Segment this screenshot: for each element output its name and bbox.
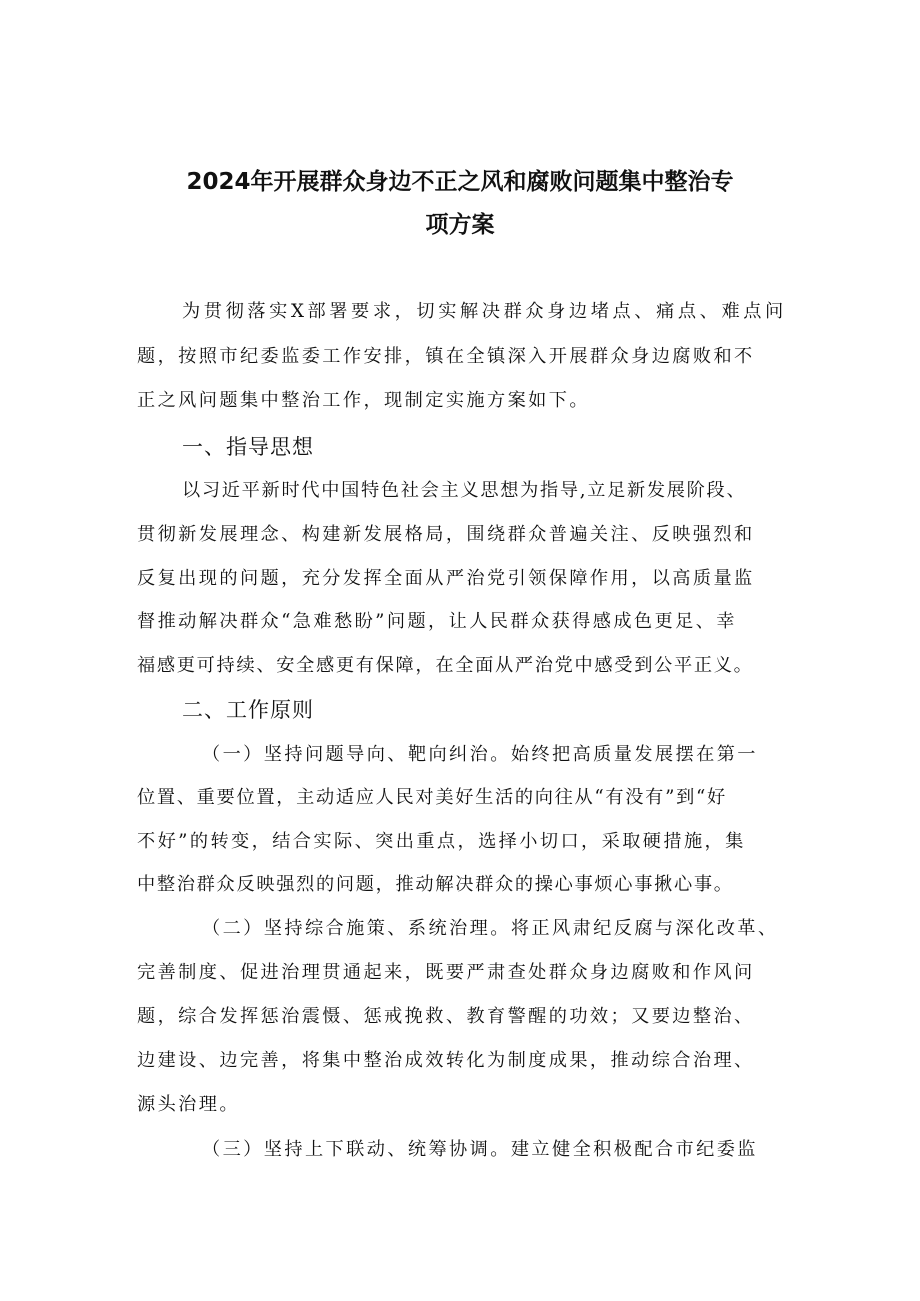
principle-line: 源头治理。 bbox=[137, 1094, 240, 1115]
section1-line: 福感更可持续、安全感更有保障，在全面从严治党中感受到公平正义。 bbox=[137, 655, 754, 676]
principle-line: 完善制度、促进治理贯通起来，既要严肃查处群众身边腐败和作风问 bbox=[137, 962, 755, 983]
section1-line: 以习近平新时代中国特色社会主义思想为指导,立足新发展阶段、 bbox=[182, 480, 747, 501]
principle-line: 边建设、边完善，将集中整治成效转化为制度成果，推动综合治理、 bbox=[137, 1050, 755, 1071]
intro-line: 题，按照市纪委监委工作安排，镇在全镇深入开展群众身边腐败和不 bbox=[137, 346, 755, 367]
principle-line: （二）坚持综合施策、系统治理。将正风肃纪反腐与深化改革、 bbox=[202, 918, 779, 939]
section1-line: 督推动解决群众“急难愁盼”问题，让人民群众获得感成色更足、幸 bbox=[137, 611, 737, 632]
intro-line: 正之风问题集中整治工作，现制定实施方案如下。 bbox=[137, 390, 590, 411]
section2-heading: 二、工作原则 bbox=[182, 698, 314, 722]
section1-heading: 一、指导思想 bbox=[182, 435, 314, 459]
principle-line: 中整治群众反映强烈的问题，推动解决群众的操心事烦心事揪心事。 bbox=[137, 874, 734, 895]
principle-line: 题，综合发挥惩治震慑、惩戒挽救、教育警醒的功效；又要边整治、 bbox=[137, 1006, 755, 1027]
principle-line: 位置、重要位置，主动适应人民对美好生活的向往从“有没有”到“好 bbox=[137, 787, 727, 808]
section1-line: 贯彻新发展理念、构建新发展格局，围绕群众普遍关注、反映强烈和 bbox=[137, 524, 755, 545]
intro-line: 为贯彻落实X部署要求，切实解决群众身边堵点、痛点、难点问 bbox=[182, 301, 787, 322]
document-title-line2: 项方案 bbox=[425, 212, 495, 238]
principle-line: 不好”的转变，结合实际、突出重点，选择小切口，采取硬措施，集 bbox=[137, 831, 746, 852]
principle-line: （三）坚持上下联动、统筹协调。建立健全积极配合市纪委监 bbox=[202, 1139, 758, 1160]
section1-line: 反复出现的问题，充分发挥全面从严治党引领保障作用，以高质量监 bbox=[137, 568, 755, 589]
document-title-line1: 2024年开展群众身边不正之风和腐败问题集中整治专 bbox=[186, 169, 734, 195]
principle-line: （一）坚持问题导向、靶向纠治。始终把高质量发展摆在第一 bbox=[202, 744, 758, 765]
